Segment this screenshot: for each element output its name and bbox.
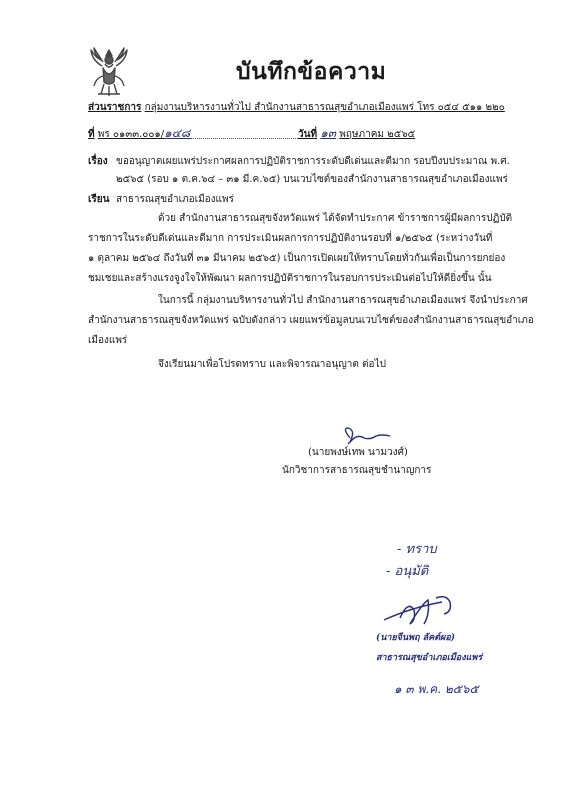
body-p2-line-2: สำนักงานสาธารณสุขจังหวัดแพร่ ฉบับดังกล่าว เผยแพร่ข้อมูลบนเวบไซต์ของสำนักงานสาธารณสุขอำเภอ	[88, 315, 534, 326]
to-label: เรียน	[88, 194, 110, 205]
approval-note-acknowledge: - ทราบ	[397, 542, 437, 557]
agency-value: กลุ่มงานบริหารงานทั่วไป สำนักงานสาธารณสุขอำเภอเมืองแพร่ โทร ๐๕๔ ๕๑๑ ๒๒๐	[144, 102, 505, 113]
subject-line-2: ๒๕๖๕ (รอบ ๑ ต.ค.๖๔ – ๓๑ มี.ค.๖๕) บนเวบไซต์ของสำนักงานสาธารณสุขอำเภอเมืองแพร่	[116, 174, 508, 185]
ref-handwritten-number: ๑๔๘	[164, 126, 191, 140]
date-handwritten-day: ๑๓	[320, 126, 337, 140]
approval-date: ๑ ๓ พ.ค. ๒๕๖๕	[394, 682, 479, 696]
subject-label: เรื่อง	[88, 156, 108, 167]
approver-name-stamp: (นายจีนพฤ ลัคต์ผอ)	[376, 633, 455, 643]
body-p2-line-3: เมืองแพร่	[88, 335, 128, 346]
ref-value: พร ๐๑๓๓.๐๐๑/	[97, 129, 165, 140]
approver-position-stamp: สาธารณสุขอำเภอเมืองแพร่	[376, 653, 483, 663]
garuda-emblem-icon	[88, 46, 130, 98]
body-p1-line-2: ราชการในระดับดีเด่นและดีมาก การประเมินผลการการปฏิบัติงานรอบที่ ๑/๒๕๖๕ (ระหว่างวันที่	[88, 233, 493, 244]
approver-signature-icon	[380, 580, 470, 630]
approval-note-approve: - อนุมัติ	[386, 564, 429, 579]
signature-position: นักวิชาการสาธารณสุขชำนาญการ	[282, 465, 432, 476]
body-p2-line-1: ในการนี้ กลุ่มงานบริหารงานทั่วไป สำนักงานสาธารณสุขอำเภอเมืองแพร่ จึงนำประกาศ	[158, 295, 528, 306]
agency-label: ส่วนราชการ	[88, 102, 142, 113]
ref-fill-line	[190, 138, 298, 139]
date-label: วันที่	[298, 129, 318, 140]
body-p3: จึงเรียนมาเพื่อโปรดทราบ และพิจารณาอนุญาต ต่อไป	[158, 359, 386, 370]
body-p1-line-3: ๑ ตุลาคม ๒๕๖๔ ถึงวันที่ ๓๑ มีนาคม ๒๕๖๕) เป็นการเปิดเผยให้ทราบโดยทั่วกันเพื่อเป็นการยกย่อง	[88, 253, 506, 264]
subject-line-1: ขออนุญาตเผยแพร่ประกาศผลการปฏิบัติราชการระดับดีเด่นและดีมาก รอบปีงบประมาณ พ.ศ.	[116, 156, 510, 167]
to-value: สาธารณสุขอำเภอเมืองแพร่	[116, 194, 234, 205]
ref-label: ที่	[88, 129, 95, 140]
body-p1-line-1: ด้วย สำนักงานสาธารณสุขจังหวัดแพร่ ได้จัดทำประกาศ ข้าราชการผู้มีผลการปฏิบัติ	[158, 213, 513, 224]
memo-title: บันทึกข้อความ	[236, 59, 387, 85]
body-p1-line-4: ชมเชยและสร้างแรงจูงใจให้พัฒนา ผลการปฏิบัติราชการในรอบการประเมินต่อไปให้ดียิ่งขึ้น นั้น	[88, 273, 492, 284]
signature-name: (นายพงษ์เทพ นามวงศ์)	[308, 447, 408, 458]
date-value: พฤษภาคม ๒๕๖๕	[339, 129, 416, 140]
author-signature-icon	[336, 424, 396, 448]
